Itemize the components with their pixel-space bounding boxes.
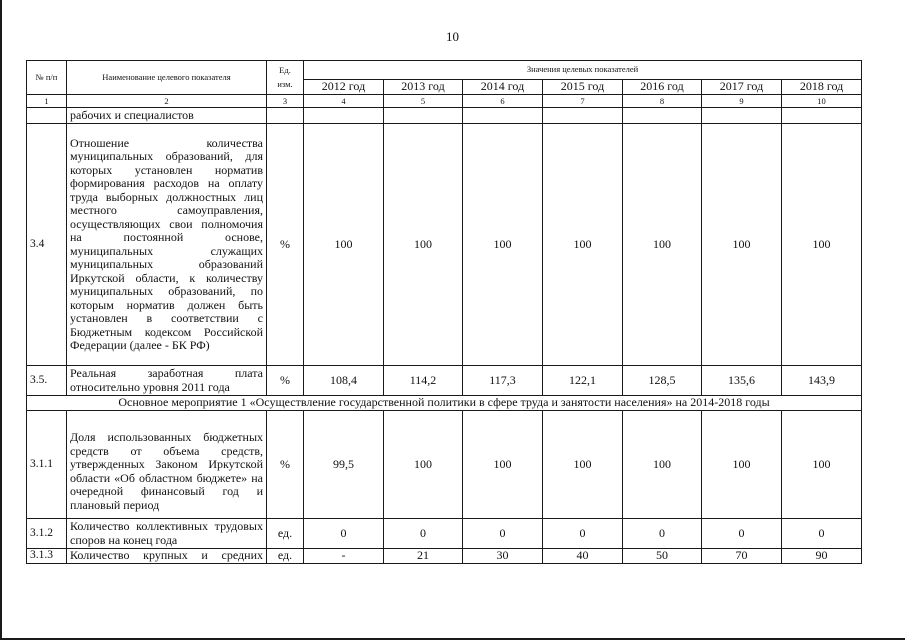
indicator-unit: % [267,124,304,366]
year-header: 2013 год [384,80,463,95]
column-index: 1 [27,95,67,108]
column-index: 10 [782,95,862,108]
page-number: 10 [446,29,459,44]
indicator-name: Доля использованных бюджетных средств от объема средств, утвержденных Законом Иркутской области «Об областном бюджете» на очередной финансовый год и плановый период [67,411,267,519]
value-cell: 135,6 [702,366,782,396]
value-cell: 100 [384,411,463,519]
indicator-unit: ед. [267,549,304,564]
target-indicators-table [26,60,862,564]
value-cell [304,108,384,124]
table-row [27,108,862,124]
value-cell: 117,3 [463,366,543,396]
column-index: 3 [267,95,304,108]
value-cell: 0 [782,519,862,549]
column-index: 7 [543,95,623,108]
table-row [27,519,862,549]
value-cell: 108,4 [304,366,384,396]
row-number [27,108,67,124]
header-unit-line-1: Ед. [279,65,291,75]
value-cell: 0 [304,519,384,549]
value-cell [702,108,782,124]
value-cell: 100 [782,124,862,366]
value-cell [623,108,702,124]
header-row-1 [27,61,862,80]
year-header: 2017 год [702,80,782,95]
value-cell: 70 [702,549,782,564]
value-cell [463,108,543,124]
value-cell: 90 [782,549,862,564]
column-index: 9 [702,95,782,108]
table-row [27,411,862,519]
year-header: 2015 год [543,80,623,95]
column-index-row [27,95,862,108]
indicator-unit: ед. [267,519,304,549]
row-number: 3.5. [27,366,67,396]
year-header: 2016 год [623,80,702,95]
indicator-name: рабочих и специалистов [67,108,267,124]
value-cell: 128,5 [623,366,702,396]
value-cell: 99,5 [304,411,384,519]
section-heading: Основное мероприятие 1 «Осуществление государственной политики в сфере труда и занятости населения» на 2014-2018 годы [27,396,862,411]
value-cell: 0 [543,519,623,549]
column-index: 6 [463,95,543,108]
column-index: 5 [384,95,463,108]
value-cell: 100 [782,411,862,519]
header-unit [267,61,304,95]
indicator-name: Количество крупных и средних [67,549,267,564]
indicator-unit: % [267,411,304,519]
value-cell: 100 [623,411,702,519]
column-index: 4 [304,95,384,108]
value-cell: 0 [463,519,543,549]
table-row [27,124,862,366]
section-row [27,396,862,411]
value-cell: 40 [543,549,623,564]
value-cell: 0 [623,519,702,549]
value-cell [384,108,463,124]
value-cell [543,108,623,124]
value-cell [782,108,862,124]
value-cell: 0 [702,519,782,549]
table-row [27,366,862,396]
row-number: 3.1.3 [27,549,67,564]
page-left-edge [0,0,2,640]
value-cell: 100 [702,124,782,366]
header-unit-line-2: изм. [277,78,293,89]
value-cell: 143,9 [782,366,862,396]
value-cell: 100 [463,411,543,519]
value-cell: 100 [304,124,384,366]
column-index: 2 [67,95,267,108]
header-name: Наименование целевого показателя [67,61,267,95]
header-values: Значения целевых показателей [304,61,862,80]
indicator-name: Количество коллективных трудовых споров на конец года [67,519,267,549]
row-number: 3.1.1 [27,411,67,519]
value-cell: 100 [463,124,543,366]
value-cell: 114,2 [384,366,463,396]
value-cell: 0 [384,519,463,549]
value-cell: 122,1 [543,366,623,396]
indicator-unit: % [267,366,304,396]
indicator-name: Реальная заработная плата относительно уровня 2011 года [67,366,267,396]
value-cell: 21 [384,549,463,564]
row-number: 3.4 [27,124,67,366]
column-index: 8 [623,95,702,108]
value-cell: 100 [543,411,623,519]
header-num: № п/п [27,61,67,95]
value-cell: 100 [543,124,623,366]
value-cell: 100 [384,124,463,366]
value-cell: 30 [463,549,543,564]
indicator-unit [267,108,304,124]
value-cell: - [304,549,384,564]
year-header: 2012 год [304,80,384,95]
value-cell: 100 [623,124,702,366]
value-cell: 100 [702,411,782,519]
row-number: 3.1.2 [27,519,67,549]
year-header: 2014 год [463,80,543,95]
table-row [27,549,862,564]
indicator-name: Отношение количества муниципальных образований, для которых установлен норматив формирования расходов на оплату труда выборных должностных лиц местного самоуправления, осуществляющих свои полномочия на постоянной основе, муниципальных служащих муниципальных образований Иркутской области, к количеству муниципальных образований, по которым норматив должен быть установлен в соответствии с Бюджетным кодексом Российской Федерации (далее - БК РФ) [67,124,267,366]
value-cell: 50 [623,549,702,564]
year-header: 2018 год [782,80,862,95]
